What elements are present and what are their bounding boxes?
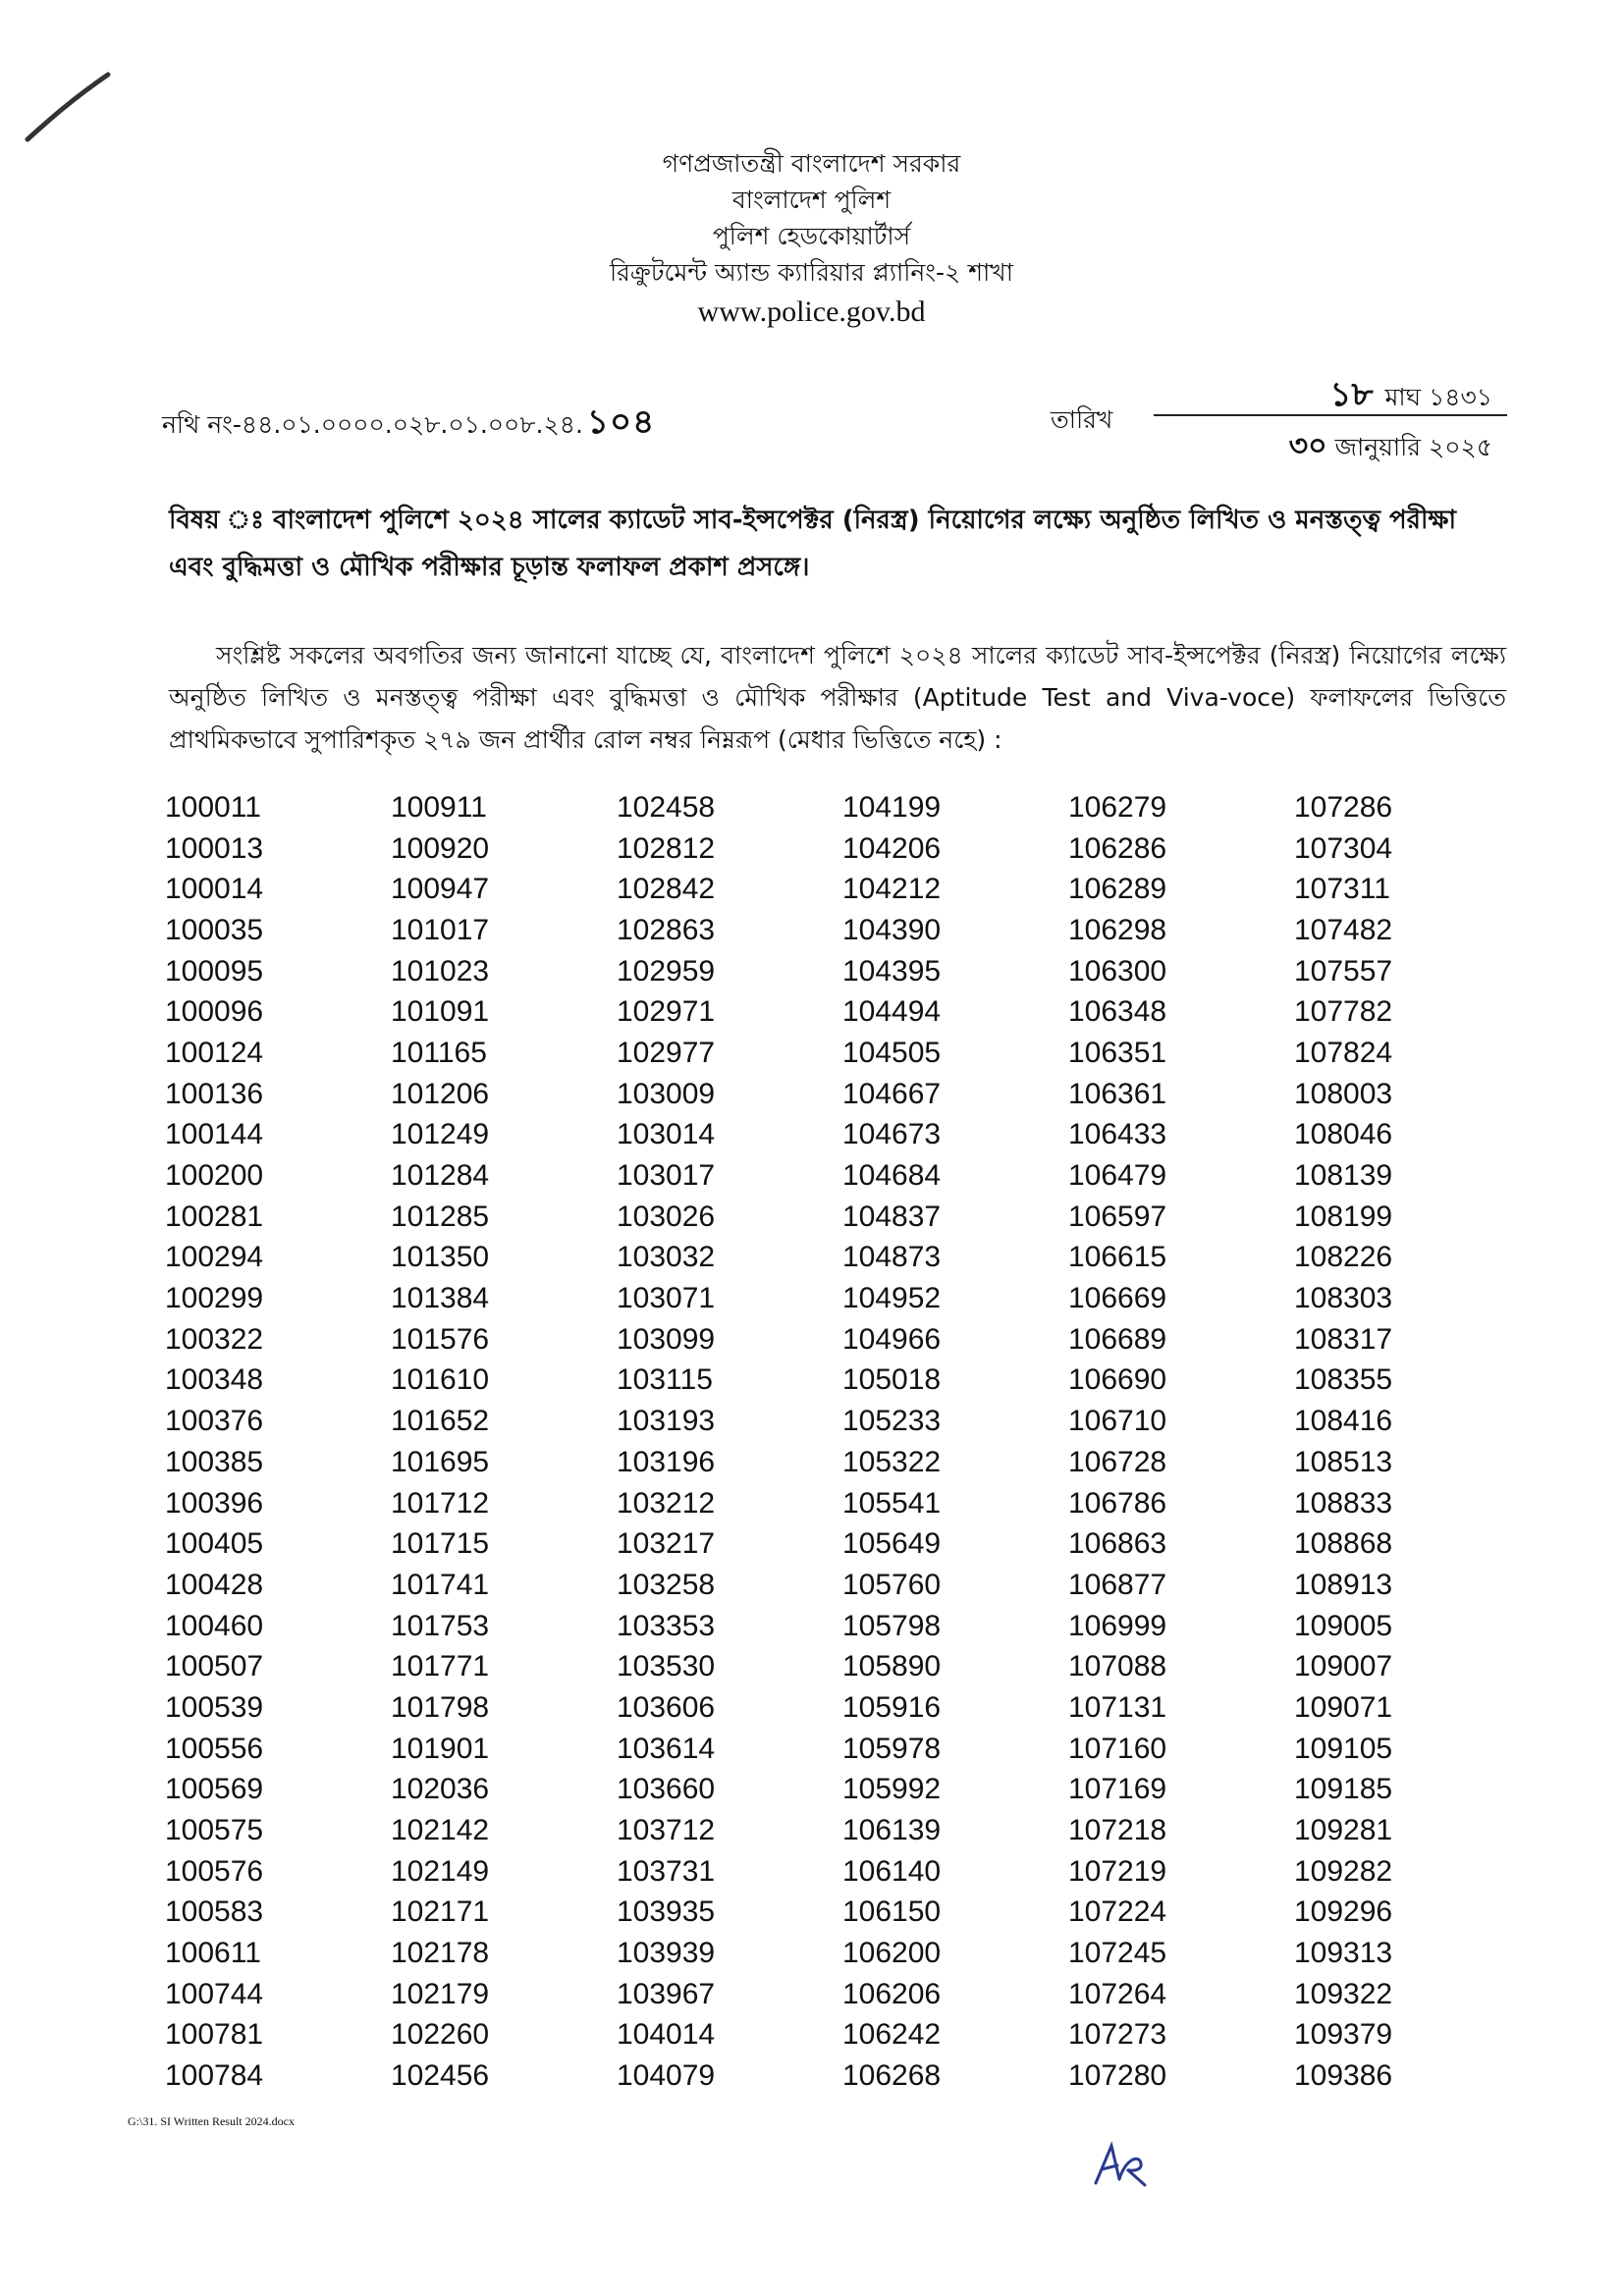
roll-number-cell: 109386 bbox=[1294, 2059, 1393, 2093]
roll-number-cell: 100781 bbox=[165, 2018, 264, 2052]
table-row bbox=[165, 1155, 1520, 1197]
roll-number-cell: 109007 bbox=[1294, 1650, 1393, 1683]
roll-number-cell: 106289 bbox=[1068, 873, 1167, 906]
roll-number-cell: 103026 bbox=[617, 1200, 716, 1233]
roll-number-cell: 100281 bbox=[165, 1200, 264, 1233]
department-name: বাংলাদেশ পুলিশ bbox=[731, 186, 892, 214]
roll-number-cell: 106298 bbox=[1068, 913, 1167, 946]
roll-number-cell: 103614 bbox=[617, 1732, 716, 1765]
roll-number-cell: 108868 bbox=[1294, 1527, 1393, 1561]
roll-number-cell: 103939 bbox=[617, 1937, 716, 1970]
date-block bbox=[1154, 369, 1507, 472]
file-path: G:\31. SI Written Result 2024.docx bbox=[128, 2114, 295, 2128]
table-row bbox=[165, 1893, 1520, 1934]
roll-number-cell: 100583 bbox=[165, 1896, 264, 1929]
roll-number-cell: 103032 bbox=[617, 1241, 716, 1274]
roll-number-cell: 106139 bbox=[842, 1814, 942, 1847]
roll-number-cell: 101798 bbox=[391, 1690, 490, 1724]
roll-number-cell: 108355 bbox=[1294, 1363, 1393, 1397]
roll-number-cell: 101284 bbox=[391, 1159, 490, 1193]
roll-number-cell: 108513 bbox=[1294, 1445, 1393, 1478]
roll-number-cell: 109185 bbox=[1294, 1773, 1393, 1806]
roll-number-cell: 102036 bbox=[391, 1773, 490, 1806]
roll-number-cell: 101652 bbox=[391, 1405, 490, 1438]
roll-number-cell: 100136 bbox=[165, 1077, 264, 1110]
table-row bbox=[165, 1442, 1520, 1483]
roll-number-cell: 107224 bbox=[1068, 1896, 1167, 1929]
table-row bbox=[165, 828, 1520, 870]
roll-number-cell: 100096 bbox=[165, 995, 264, 1029]
roll-number-cell: 102178 bbox=[391, 1937, 490, 1970]
roll-number-cell: 106728 bbox=[1068, 1445, 1167, 1478]
table-row bbox=[165, 1197, 1520, 1238]
roll-number-cell: 100405 bbox=[165, 1527, 264, 1561]
roll-number-cell: 109005 bbox=[1294, 1609, 1393, 1642]
table-row bbox=[165, 1687, 1520, 1729]
roll-number-cell: 109313 bbox=[1294, 1937, 1393, 1970]
roll-number-cell: 106999 bbox=[1068, 1609, 1167, 1642]
headquarters-name: পুলিশ হেডকোয়ার্টার্স bbox=[712, 222, 911, 250]
roll-number-cell: 103115 bbox=[617, 1363, 713, 1397]
table-row bbox=[165, 991, 1520, 1033]
government-name: গণপ্রজাতন্ত্রী বাংলাদেশ সরকার bbox=[662, 149, 961, 178]
roll-number-cell: 103071 bbox=[617, 1282, 716, 1315]
roll-number-cell: 103530 bbox=[617, 1650, 716, 1683]
roll-number-cell: 107131 bbox=[1068, 1690, 1167, 1724]
roll-number-cell: 103017 bbox=[617, 1159, 716, 1193]
roll-number-cell: 101695 bbox=[391, 1445, 490, 1478]
roll-number-cell: 106200 bbox=[842, 1937, 942, 1970]
roll-number-cell: 107304 bbox=[1294, 831, 1393, 865]
roll-number-cell: 102863 bbox=[617, 913, 716, 946]
roll-number-table bbox=[165, 787, 1520, 2097]
roll-number-cell: 101206 bbox=[391, 1077, 490, 1110]
roll-number-cell: 106863 bbox=[1068, 1527, 1167, 1561]
roll-number-cell: 102458 bbox=[617, 790, 716, 824]
roll-number-cell: 101610 bbox=[391, 1363, 490, 1397]
roll-number-cell: 104966 bbox=[842, 1322, 942, 1356]
table-row bbox=[165, 2015, 1520, 2056]
roll-number-cell: 108199 bbox=[1294, 1200, 1393, 1233]
table-row bbox=[165, 951, 1520, 992]
roll-number-cell: 106206 bbox=[842, 1977, 942, 2010]
roll-number-cell: 109322 bbox=[1294, 1977, 1393, 2010]
roll-number-cell: 100920 bbox=[391, 831, 490, 865]
roll-number-cell: 107824 bbox=[1294, 1036, 1393, 1069]
roll-number-cell: 106689 bbox=[1068, 1322, 1167, 1356]
roll-number-cell: 106877 bbox=[1068, 1568, 1167, 1601]
roll-number-cell: 101576 bbox=[391, 1322, 490, 1356]
roll-number-cell: 107219 bbox=[1068, 1854, 1167, 1888]
roll-number-cell: 107160 bbox=[1068, 1732, 1167, 1765]
roll-number-cell: 100011 bbox=[165, 790, 261, 824]
roll-number-cell: 109281 bbox=[1294, 1814, 1393, 1847]
table-row bbox=[165, 1523, 1520, 1565]
roll-number-cell: 104667 bbox=[842, 1077, 942, 1110]
roll-number-cell: 100507 bbox=[165, 1650, 264, 1683]
table-row bbox=[165, 2056, 1520, 2097]
roll-number-cell: 107245 bbox=[1068, 1937, 1167, 1970]
roll-number-cell: 105992 bbox=[842, 1773, 942, 1806]
roll-number-cell: 106479 bbox=[1068, 1159, 1167, 1193]
table-row bbox=[165, 1115, 1520, 1156]
roll-number-cell: 104014 bbox=[617, 2018, 716, 2052]
roll-number-cell: 107088 bbox=[1068, 1650, 1167, 1683]
roll-number-cell: 102977 bbox=[617, 1036, 716, 1069]
roll-number-cell: 105018 bbox=[842, 1363, 942, 1397]
roll-number-cell: 107782 bbox=[1294, 995, 1393, 1029]
roll-number-cell: 107218 bbox=[1068, 1814, 1167, 1847]
roll-number-cell: 107169 bbox=[1068, 1773, 1167, 1806]
roll-number-cell: 104505 bbox=[842, 1036, 942, 1069]
roll-number-cell: 100569 bbox=[165, 1773, 264, 1806]
roll-number-cell: 109296 bbox=[1294, 1896, 1393, 1929]
roll-number-cell: 100576 bbox=[165, 1854, 264, 1888]
roll-number-cell: 100095 bbox=[165, 954, 264, 988]
bangla-date bbox=[1154, 369, 1507, 416]
roll-number-cell: 100947 bbox=[391, 873, 490, 906]
table-row bbox=[165, 1974, 1520, 2015]
roll-number-cell: 103712 bbox=[617, 1814, 716, 1847]
roll-number-cell: 109379 bbox=[1294, 2018, 1393, 2052]
roll-number-cell: 109282 bbox=[1294, 1854, 1393, 1888]
roll-number-cell: 103731 bbox=[617, 1854, 716, 1888]
roll-number-cell: 100385 bbox=[165, 1445, 264, 1478]
roll-number-cell: 103099 bbox=[617, 1322, 716, 1356]
website-url: www.police.gov.bd bbox=[697, 295, 926, 328]
roll-number-cell: 102456 bbox=[391, 2059, 490, 2093]
roll-number-cell: 107273 bbox=[1068, 2018, 1167, 2052]
roll-number-cell: 100556 bbox=[165, 1732, 264, 1765]
roll-number-cell: 104390 bbox=[842, 913, 942, 946]
roll-number-cell: 103660 bbox=[617, 1773, 716, 1806]
roll-number-cell: 103606 bbox=[617, 1690, 716, 1724]
roll-number-cell: 103258 bbox=[617, 1568, 716, 1601]
roll-number-cell: 106242 bbox=[842, 2018, 942, 2052]
roll-number-cell: 103353 bbox=[617, 1609, 716, 1642]
table-row bbox=[165, 1238, 1520, 1279]
table-row bbox=[165, 1770, 1520, 1811]
roll-number-cell: 109105 bbox=[1294, 1732, 1393, 1765]
roll-number-cell: 102149 bbox=[391, 1854, 490, 1888]
roll-number-cell: 101091 bbox=[391, 995, 490, 1029]
roll-number-cell: 108833 bbox=[1294, 1486, 1393, 1520]
roll-number-cell: 108416 bbox=[1294, 1405, 1393, 1438]
roll-number-cell: 106597 bbox=[1068, 1200, 1167, 1233]
roll-number-cell: 101017 bbox=[391, 913, 490, 946]
roll-number-cell: 100013 bbox=[165, 831, 264, 865]
roll-number-cell: 102171 bbox=[391, 1896, 490, 1929]
roll-number-cell: 107557 bbox=[1294, 954, 1393, 988]
body-paragraph: সংশ্লিষ্ট সকলের অবগতির জন্য জানানো যাচ্ছে যে, বাংলাদেশ পুলিশে ২০২৪ সালের ক্যাডেট সাব-ইন্সপেক্টর (নিরস্ত্র) নিয়োগের লক্ষ্যে অনুষ্ঠিত লিখিত ও মনস্তত্ত্ব পরীক্ষা এবং বুদ্ধিমত্তা ও মৌখিক পরীক্ষার (Aptitude Test and Viva-voce) ফলাফলের ভিত্তিতে প্রাথমিকভাবে সুপারিশকৃত ২৭৯ জন প্রার্থীর রোল নম্বর নিম্নরূপ (মেধার ভিত্তিতে নহে) : bbox=[169, 641, 1506, 754]
table-row bbox=[165, 1361, 1520, 1402]
date-label: তারিখ bbox=[1051, 405, 1113, 434]
roll-number-cell: 103193 bbox=[617, 1405, 716, 1438]
table-row bbox=[165, 787, 1520, 828]
roll-number-cell: 100784 bbox=[165, 2059, 264, 2093]
roll-number-cell: 101741 bbox=[391, 1568, 490, 1601]
memo-handwritten-number: ১০৪ bbox=[586, 402, 656, 442]
roll-number-cell: 103217 bbox=[617, 1527, 716, 1561]
roll-number-cell: 104673 bbox=[842, 1118, 942, 1151]
roll-number-cell: 105233 bbox=[842, 1405, 942, 1438]
memo-number bbox=[162, 397, 655, 453]
roll-number-cell: 102142 bbox=[391, 1814, 490, 1847]
roll-number-cell: 103967 bbox=[617, 1977, 716, 2010]
table-row bbox=[165, 1729, 1520, 1770]
english-date bbox=[1154, 422, 1507, 472]
roll-number-cell: 106433 bbox=[1068, 1118, 1167, 1151]
roll-number-cell: 100428 bbox=[165, 1568, 264, 1601]
roll-number-cell: 102971 bbox=[617, 995, 716, 1029]
roll-number-cell: 106279 bbox=[1068, 790, 1167, 824]
table-row bbox=[165, 1033, 1520, 1074]
roll-number-cell: 106710 bbox=[1068, 1405, 1167, 1438]
roll-number-cell: 101249 bbox=[391, 1118, 490, 1151]
roll-number-cell: 104199 bbox=[842, 790, 942, 824]
roll-number-cell: 101023 bbox=[391, 954, 490, 988]
roll-number-cell: 106268 bbox=[842, 2059, 942, 2093]
roll-number-cell: 106361 bbox=[1068, 1077, 1167, 1110]
roll-number-cell: 107482 bbox=[1294, 913, 1393, 946]
table-row bbox=[165, 1565, 1520, 1606]
table-row bbox=[165, 1401, 1520, 1442]
roll-number-cell: 100911 bbox=[391, 790, 487, 824]
roll-number-cell: 104494 bbox=[842, 995, 942, 1029]
roll-number-cell: 107311 bbox=[1294, 873, 1390, 906]
roll-number-cell: 102179 bbox=[391, 1977, 490, 2010]
roll-number-cell: 101771 bbox=[391, 1650, 490, 1683]
english-day-handwritten: ৩০ bbox=[1288, 429, 1327, 463]
roll-number-cell: 100144 bbox=[165, 1118, 264, 1151]
roll-number-cell: 108139 bbox=[1294, 1159, 1393, 1193]
english-month-year: জানুয়ারি ২০২৫ bbox=[1334, 433, 1492, 461]
roll-number-cell: 100035 bbox=[165, 913, 264, 946]
bangla-day-handwritten: ১৮ bbox=[1329, 375, 1374, 414]
roll-number-cell: 100299 bbox=[165, 1282, 264, 1315]
roll-number-cell: 107286 bbox=[1294, 790, 1393, 824]
roll-number-cell: 100575 bbox=[165, 1814, 264, 1847]
roll-number-cell: 100376 bbox=[165, 1405, 264, 1438]
roll-number-cell: 100322 bbox=[165, 1322, 264, 1356]
roll-number-cell: 105649 bbox=[842, 1527, 942, 1561]
roll-number-cell: 103014 bbox=[617, 1118, 716, 1151]
roll-number-cell: 104873 bbox=[842, 1241, 942, 1274]
roll-number-cell: 103935 bbox=[617, 1896, 716, 1929]
roll-number-cell: 100396 bbox=[165, 1486, 264, 1520]
roll-number-cell: 101712 bbox=[391, 1486, 490, 1520]
roll-number-cell: 106786 bbox=[1068, 1486, 1167, 1520]
roll-number-cell: 101285 bbox=[391, 1200, 490, 1233]
roll-number-cell: 108317 bbox=[1294, 1322, 1393, 1356]
table-row bbox=[165, 1319, 1520, 1361]
table-row bbox=[165, 1074, 1520, 1115]
roll-number-cell: 106669 bbox=[1068, 1282, 1167, 1315]
roll-number-cell: 101715 bbox=[391, 1527, 490, 1561]
roll-number-cell: 106286 bbox=[1068, 831, 1167, 865]
roll-number-cell: 100294 bbox=[165, 1241, 264, 1274]
table-row bbox=[165, 1483, 1520, 1524]
roll-number-cell: 105890 bbox=[842, 1650, 942, 1683]
roll-number-cell: 104395 bbox=[842, 954, 942, 988]
subject-line: বিষয় ঃ বাংলাদেশ পুলিশে ২০২৪ সালের ক্যাডেট সাব-ইন্সপেক্টর (নিরস্ত্র) নিয়োগের লক্ষ্যে অনুষ্ঠিত লিখিত ও মনস্তত্ত্ব পরীক্ষা এবং বুদ্ধিমত্তা ও মৌখিক পরীক্ষার চূড়ান্ত ফলাফল প্রকাশ প্রসঙ্গে। bbox=[169, 506, 1456, 582]
roll-number-cell: 106351 bbox=[1068, 1036, 1167, 1069]
roll-number-cell: 101350 bbox=[391, 1241, 490, 1274]
roll-number-cell: 100460 bbox=[165, 1609, 264, 1642]
roll-number-cell: 100539 bbox=[165, 1690, 264, 1724]
roll-number-cell: 105322 bbox=[842, 1445, 942, 1478]
letterhead bbox=[0, 145, 1623, 332]
roll-number-cell: 108303 bbox=[1294, 1282, 1393, 1315]
memo-label: নথি নং-৪৪.০১.০০০০.০২৮.০১.০০৮.২৪. bbox=[162, 410, 583, 439]
roll-number-cell: 103196 bbox=[617, 1445, 716, 1478]
handwritten-initials bbox=[1090, 2140, 1149, 2189]
roll-number-cell: 107264 bbox=[1068, 1977, 1167, 2010]
roll-number-cell: 103212 bbox=[617, 1486, 716, 1520]
roll-number-cell: 102959 bbox=[617, 954, 716, 988]
roll-number-cell: 108003 bbox=[1294, 1077, 1393, 1110]
bangla-month-year: মাঘ ১৪৩১ bbox=[1384, 383, 1492, 411]
roll-number-cell: 104952 bbox=[842, 1282, 942, 1315]
table-row bbox=[165, 1933, 1520, 1974]
roll-number-cell: 100124 bbox=[165, 1036, 264, 1069]
roll-number-cell: 106300 bbox=[1068, 954, 1167, 988]
roll-number-cell: 108226 bbox=[1294, 1241, 1393, 1274]
table-row bbox=[165, 1278, 1520, 1319]
roll-number-cell: 101901 bbox=[391, 1732, 490, 1765]
roll-number-cell: 105760 bbox=[842, 1568, 942, 1601]
table-row bbox=[165, 1646, 1520, 1687]
roll-number-cell: 102260 bbox=[391, 2018, 490, 2052]
roll-number-cell: 101384 bbox=[391, 1282, 490, 1315]
roll-number-cell: 106348 bbox=[1068, 995, 1167, 1029]
roll-number-cell: 104206 bbox=[842, 831, 942, 865]
roll-number-cell: 100014 bbox=[165, 873, 264, 906]
roll-number-cell: 103009 bbox=[617, 1077, 716, 1110]
roll-number-cell: 105541 bbox=[842, 1486, 942, 1520]
roll-number-cell: 105798 bbox=[842, 1609, 942, 1642]
roll-number-cell: 106690 bbox=[1068, 1363, 1167, 1397]
table-row bbox=[165, 1810, 1520, 1851]
table-row bbox=[165, 1606, 1520, 1647]
roll-number-cell: 100611 bbox=[165, 1937, 261, 1970]
roll-number-cell: 108046 bbox=[1294, 1118, 1393, 1151]
pen-stroke-mark bbox=[20, 69, 118, 147]
roll-number-cell: 109071 bbox=[1294, 1690, 1393, 1724]
roll-number-cell: 105978 bbox=[842, 1732, 942, 1765]
table-row bbox=[165, 910, 1520, 951]
roll-number-cell: 104212 bbox=[842, 873, 942, 906]
roll-number-cell: 106150 bbox=[842, 1896, 942, 1929]
roll-number-cell: 105916 bbox=[842, 1690, 942, 1724]
table-row bbox=[165, 869, 1520, 910]
roll-number-cell: 107280 bbox=[1068, 2059, 1167, 2093]
table-row bbox=[165, 1851, 1520, 1893]
roll-number-cell: 102812 bbox=[617, 831, 716, 865]
roll-number-cell: 100200 bbox=[165, 1159, 264, 1193]
roll-number-cell: 106615 bbox=[1068, 1241, 1167, 1274]
roll-number-cell: 100744 bbox=[165, 1977, 264, 2010]
roll-number-cell: 106140 bbox=[842, 1854, 942, 1888]
roll-number-cell: 102842 bbox=[617, 873, 716, 906]
roll-number-cell: 104079 bbox=[617, 2059, 716, 2093]
branch-name: রিক্রুটমেন্ট অ্যান্ড ক্যারিয়ার প্ল্যানিং-২ শাখা bbox=[610, 258, 1013, 287]
roll-number-cell: 108913 bbox=[1294, 1568, 1393, 1601]
roll-number-cell: 100348 bbox=[165, 1363, 264, 1397]
roll-number-cell: 104837 bbox=[842, 1200, 942, 1233]
roll-number-cell: 101753 bbox=[391, 1609, 490, 1642]
roll-number-cell: 104684 bbox=[842, 1159, 942, 1193]
roll-number-cell: 101165 bbox=[391, 1036, 487, 1069]
